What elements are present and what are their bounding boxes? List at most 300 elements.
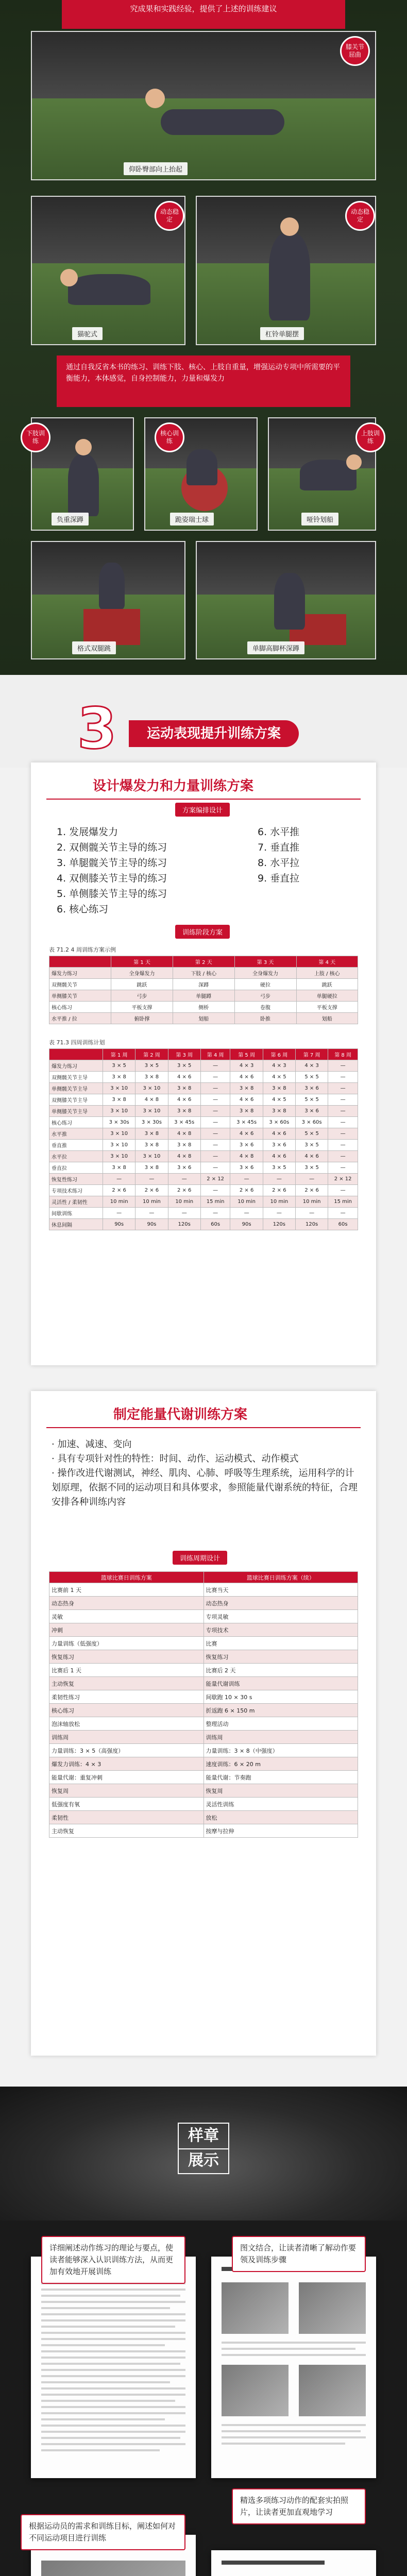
callout-needs: 根据运动员的需求和训练目标，阐述如何对不同运动项目进行训练 <box>21 2514 185 2550</box>
table-cell: — <box>200 1117 230 1128</box>
table-row <box>49 1597 358 1610</box>
table-cell: 3 × 5 <box>295 1162 328 1174</box>
sample-title-line2: 展示 <box>179 2148 228 2172</box>
section-number: 3 <box>77 696 117 761</box>
table2-head-0 <box>49 1049 103 1060</box>
table-cell: 3 × 10 <box>135 1106 168 1117</box>
table-cell: — <box>328 1117 358 1128</box>
table-cell: 4 × 5 <box>263 1072 295 1083</box>
table-cell: — <box>295 1174 328 1185</box>
table-cell: 上肢 / 核心 <box>296 968 358 979</box>
table-cell: 单腿蹲 <box>173 990 234 1002</box>
table-cell: 专项灵敏 <box>204 1610 358 1623</box>
plan1-title: 设计爆发力和力量训练方案 <box>93 778 254 794</box>
plan1-item-1: 1. 发展爆发力 <box>57 826 118 838</box>
table-cell: 侧桥 <box>173 1002 234 1013</box>
table-cell: 3 × 5 <box>103 1060 135 1072</box>
table-cell: — <box>200 1151 230 1162</box>
table-cell: 15 min <box>328 1196 358 1208</box>
caption-swiss-ball: 跪姿瑞士球 <box>170 513 214 526</box>
table-cell: 训练周 <box>204 1731 358 1744</box>
table-cell: 4 × 6 <box>168 1072 200 1083</box>
caption-cat-camel: 猫驼式 <box>72 327 103 340</box>
table-cell: 力量训练：3 × 8（中强度） <box>204 1744 358 1757</box>
table-cell: 5 × 5 <box>295 1128 328 1140</box>
table-cell: 120s <box>168 1219 200 1230</box>
table-cell: 2 × 6 <box>103 1185 135 1196</box>
table-row <box>49 1811 358 1824</box>
table-cell: 2 × 6 <box>263 1185 295 1196</box>
table1-subtitle: 训练阶段方案 <box>175 925 230 939</box>
table1-head-1: 第 1 天 <box>111 956 173 968</box>
table-cell: 平板支撑 <box>296 1002 358 1013</box>
table-row <box>49 1731 358 1744</box>
table-cell: 3 × 6 <box>295 1083 328 1094</box>
table2-head-7: 第 7 周 <box>295 1049 328 1060</box>
table-row <box>49 1140 358 1151</box>
table-cell: 垂直拉 <box>49 1162 103 1174</box>
table-cell: 卧推 <box>234 1013 296 1024</box>
table-row <box>49 1798 358 1811</box>
table-cell: 4 × 8 <box>135 1094 168 1106</box>
sample-title-line1: 样章 <box>188 2127 219 2145</box>
table-cell: 灵活性训练 <box>204 1798 358 1811</box>
badge-knee-flexion: 膝关节屈曲 <box>340 36 370 66</box>
table-row <box>49 1690 358 1704</box>
caption-goblet-squat: 单脚高脚杯深蹲 <box>247 641 304 654</box>
table-cell: 3 × 10 <box>135 1151 168 1162</box>
table-cell: 跳跃 <box>296 979 358 990</box>
table-cell: 核心练习 <box>49 1002 111 1013</box>
table-row <box>49 1151 358 1162</box>
table2-head-2: 第 2 周 <box>135 1049 168 1060</box>
table-row <box>49 1784 358 1798</box>
table-cell: 动态热身 <box>204 1597 358 1610</box>
sample-page-2 <box>211 2257 376 2478</box>
table-row <box>49 1824 358 1838</box>
table-cell: 速度训练：6 × 20 m <box>204 1757 358 1771</box>
plan1-subtitle: 方案编排设计 <box>175 803 230 817</box>
caption-dumbbell-row: 哑铃划船 <box>301 513 338 526</box>
table-cell: 硬拉 <box>234 979 296 990</box>
table-cell: 比赛后 2 天 <box>204 1664 358 1677</box>
sample-title-box <box>178 2123 229 2174</box>
table-cell: 折返跑 6 × 150 m <box>204 1704 358 1717</box>
table-cell: 4 × 3 <box>295 1060 328 1072</box>
table-cell: 俯卧撑 <box>111 1013 173 1024</box>
table-cell: 4 × 6 <box>230 1094 263 1106</box>
table2-label: 表 71.3 四周训练计划 <box>49 1039 105 1046</box>
table-cell: 4 × 3 <box>263 1060 295 1072</box>
table-cell: 4 × 5 <box>263 1094 295 1106</box>
photo-glute-bridge <box>31 31 376 180</box>
table-cell: — <box>328 1151 358 1162</box>
table-cell: 比赛前 1 天 <box>49 1583 204 1597</box>
table-cell: — <box>135 1208 168 1219</box>
table2-head-4: 第 4 周 <box>200 1049 230 1060</box>
table-cell: 能量代谢：重复冲刺 <box>49 1771 204 1784</box>
table-cell: 垂直推 <box>49 1140 103 1151</box>
table-cell: 90s <box>230 1219 263 1230</box>
table-cell: 休息间隔 <box>49 1219 103 1230</box>
table-cell: — <box>328 1072 358 1083</box>
badge-core: 核心训练 <box>155 422 184 452</box>
table-cell: 3 × 8 <box>103 1094 135 1106</box>
table-cell: 3 × 5 <box>263 1162 295 1174</box>
table-cell: — <box>200 1083 230 1094</box>
table-cell: 3 × 5 <box>135 1060 168 1072</box>
table-cell: 双侧膝关节主导 <box>49 1094 103 1106</box>
table-cell: 专项技术练习 <box>49 1185 103 1196</box>
table-cell: 3 × 6 <box>295 1106 328 1117</box>
caption-squat: 负重深蹲 <box>52 513 89 526</box>
plan1-item-3: 3. 单腿髋关节主导的练习 <box>57 857 167 869</box>
table-cell: 力量训练：3 × 5（高强度） <box>49 1744 204 1757</box>
table-row <box>49 1677 358 1690</box>
table-cell: 比赛后 1 天 <box>49 1664 204 1677</box>
table1-label: 表 71.2 4 周训练方案示例 <box>49 946 116 953</box>
table-cell: — <box>200 1162 230 1174</box>
table-cell: 10 min <box>135 1196 168 1208</box>
table-cell: — <box>168 1174 200 1185</box>
table-cell: 3 × 8 <box>103 1072 135 1083</box>
table-cell: 3 × 10 <box>103 1151 135 1162</box>
table-cell: 3 × 30s <box>103 1117 135 1128</box>
table-cell: 双侧髋关节主导 <box>49 1072 103 1083</box>
table-cell: — <box>135 1174 168 1185</box>
caption-box-jump: 格式双腿跳 <box>72 641 116 654</box>
table-cell: — <box>230 1174 263 1185</box>
table-cell: 水平推 <box>49 1128 103 1140</box>
table-cell: 5 × 5 <box>295 1072 328 1083</box>
table-cell: 3 × 8 <box>103 1162 135 1174</box>
table3-head-0: 篮球比赛日训练方案 <box>49 1572 204 1583</box>
table-cell: 3 × 6 <box>230 1162 263 1174</box>
table-cell: 灵敏 <box>49 1610 204 1623</box>
table-row <box>49 1106 358 1117</box>
table-cell: 4 × 6 <box>295 1151 328 1162</box>
table-cell: 3 × 8 <box>135 1140 168 1151</box>
table-cell: 单腿硬拉 <box>296 990 358 1002</box>
table-cell: 3 × 30s <box>135 1117 168 1128</box>
table-cell: 恢复周 <box>204 1784 358 1798</box>
intro-red-box: 通过自我反省本书的练习、训练下肢、核心、上肢自重量，增强运动专项中所需要的平衡能力，本体感觉，自身控制能力，力量和爆发力 <box>57 355 350 407</box>
table-cell: — <box>328 1083 358 1094</box>
plan1-item-6: 6. 核心练习 <box>57 904 109 915</box>
table-cell: 专项技术 <box>204 1623 358 1637</box>
table2-head-6: 第 6 周 <box>263 1049 295 1060</box>
badge-dynamic-stability-2: 动态稳定 <box>345 201 375 231</box>
table-cell: 2 × 12 <box>200 1174 230 1185</box>
table-cell: 3 × 60s <box>295 1117 328 1128</box>
caption-glute-bridge: 仰卧臀部向上抬起 <box>124 162 188 175</box>
table-row <box>49 1208 358 1219</box>
plan2-title: 制定能量代谢训练方案 <box>113 1407 248 1422</box>
plan2-table-subtitle: 训练周期设计 <box>173 1551 227 1565</box>
table-cell: 4 × 8 <box>230 1151 263 1162</box>
plan1-divider <box>46 799 361 800</box>
table-row <box>49 1650 358 1664</box>
table-cell: 3 × 5 <box>295 1140 328 1151</box>
table-cell: 3 × 8 <box>168 1083 200 1094</box>
table-cell: 柔韧性 <box>49 1811 204 1824</box>
table-cell: 能量代谢训练 <box>204 1677 358 1690</box>
plan1-item-7: 6. 水平推 <box>258 826 300 838</box>
table-cell: 比赛 <box>204 1637 358 1650</box>
table-cell: 3 × 8 <box>230 1106 263 1117</box>
table-cell: 4 × 6 <box>230 1128 263 1140</box>
table-cell: 3 × 5 <box>168 1060 200 1072</box>
table-cell: 3 × 10 <box>103 1128 135 1140</box>
table1-head-2: 第 2 天 <box>173 956 234 968</box>
table-cell: — <box>200 1208 230 1219</box>
table-cell: 冲刺 <box>49 1623 204 1637</box>
table-cell: — <box>200 1185 230 1196</box>
plan1-item-10: 9. 垂直拉 <box>258 873 300 884</box>
table-cell: 3 × 45s <box>168 1117 200 1128</box>
table-cell: — <box>328 1094 358 1106</box>
badge-dynamic-stability-1: 动态稳定 <box>155 201 184 231</box>
table-cell: 恢复练习 <box>204 1650 358 1664</box>
table-cell: 水平拉 <box>49 1151 103 1162</box>
table-cell: 90s <box>103 1219 135 1230</box>
table-cell: 3 × 6 <box>230 1140 263 1151</box>
table-cell: 3 × 10 <box>135 1083 168 1094</box>
table-cell: 10 min <box>295 1196 328 1208</box>
plan1-item-9: 8. 水平拉 <box>258 857 300 869</box>
table-cell: 能量代谢：节奏跑 <box>204 1771 358 1784</box>
table-row <box>49 1072 358 1083</box>
table-cell: — <box>263 1174 295 1185</box>
table-cell: 15 min <box>200 1196 230 1208</box>
table-cell: 放松 <box>204 1811 358 1824</box>
table-row <box>49 1637 358 1650</box>
table-cell: 60s <box>328 1219 358 1230</box>
caption-barbell-single-leg: 杠铃单腿摆 <box>260 327 304 340</box>
table-cell: 2 × 6 <box>230 1185 263 1196</box>
table-cell: 间歇跑 10 × 30 s <box>204 1690 358 1704</box>
table-cell: 4 × 8 <box>168 1128 200 1140</box>
table-row <box>49 1117 358 1128</box>
table-cell: 4 × 6 <box>263 1151 295 1162</box>
table-cell: 3 × 60s <box>263 1117 295 1128</box>
table-cell: — <box>263 1208 295 1219</box>
table-cell: — <box>295 1208 328 1219</box>
table-cell: 动态热身 <box>49 1597 204 1610</box>
table-cell: 单侧膝关节 <box>49 990 111 1002</box>
sample-page-4 <box>211 2550 376 2576</box>
table-cell: — <box>103 1208 135 1219</box>
table-cell: — <box>328 1106 358 1117</box>
table-cell: 弓步 <box>234 990 296 1002</box>
table-row <box>49 1196 358 1208</box>
table-cell: 3 × 8 <box>263 1106 295 1117</box>
table-cell: — <box>200 1060 230 1072</box>
table-cell: — <box>200 1106 230 1117</box>
table-cell: — <box>103 1174 135 1185</box>
table2-head-8: 第 8 周 <box>328 1049 358 1060</box>
table-cell: 下肢 / 核心 <box>173 968 234 979</box>
table-row <box>49 1185 358 1196</box>
table-cell: — <box>200 1072 230 1083</box>
table-row <box>49 1757 358 1771</box>
table-cell: 2 × 6 <box>135 1185 168 1196</box>
table-cell: — <box>328 1128 358 1140</box>
plan2-paragraph: · 加速、减速、变向 · 具有专项针对性的特性：时间、动作、运动模式、动作模式 · 操作改进代谢测试，神经、肌肉、心肺、呼吸等生理系统，运用科学的计划原理，依据不同的运动项目和具体要求，参照能量代谢系统的特征，合理安排各种训练内容 <box>52 1439 358 1507</box>
table-cell: 10 min <box>230 1196 263 1208</box>
table1-head-0 <box>49 956 111 968</box>
table-cell: 核心练习 <box>49 1704 204 1717</box>
table-cell: 主动恢复 <box>49 1824 204 1838</box>
table-cell: 3 × 8 <box>135 1162 168 1174</box>
table-cell: 按摩与拉伸 <box>204 1824 358 1838</box>
table2-head-3: 第 3 周 <box>168 1049 200 1060</box>
table-cell: — <box>328 1162 358 1174</box>
table-cell: 60s <box>200 1219 230 1230</box>
table-cell: 深蹲 <box>173 979 234 990</box>
table-cell: — <box>328 1185 358 1196</box>
table-cell: 单侧膝关节主导 <box>49 1106 103 1117</box>
table-cell: 恢复练习 <box>49 1650 204 1664</box>
plan1-item-8: 7. 垂直推 <box>258 842 300 853</box>
table-basketball-plan <box>49 1571 358 1838</box>
table-cell: 卷腹 <box>234 1002 296 1013</box>
table-cell: — <box>200 1128 230 1140</box>
table-cell: 5 × 5 <box>295 1094 328 1106</box>
table2-head-1: 第 1 周 <box>103 1049 135 1060</box>
table-cell: 平板支撑 <box>111 1002 173 1013</box>
top-banner: 究成果和实践经验，提供了上述的训练建议 <box>62 0 345 29</box>
table-cell: 3 × 45s <box>230 1117 263 1128</box>
table1-head-4: 第 4 天 <box>296 956 358 968</box>
table-cell: 划船 <box>296 1013 358 1024</box>
table-cell: 4 × 6 <box>230 1072 263 1083</box>
table-cell: 低强度有氧 <box>49 1798 204 1811</box>
table-row <box>49 1704 358 1717</box>
table-cell: 3 × 8 <box>168 1106 200 1117</box>
callout-theory: 详细阐述动作练习的理论与要点，使读者能够深入认识训练方法，从而更加有效地开展训练 <box>41 2236 185 2284</box>
table-row <box>49 1744 358 1757</box>
table-cell: 恢复性练习 <box>49 1174 103 1185</box>
table-row <box>49 1623 358 1637</box>
table-cell: 4 × 6 <box>263 1128 295 1140</box>
table-4-week-plan <box>49 956 358 1024</box>
table-cell: 爆发力练习 <box>49 968 111 979</box>
table-cell: 4 × 3 <box>230 1060 263 1072</box>
plan2-divider <box>46 1427 361 1428</box>
table-cell: 间歇训练 <box>49 1208 103 1219</box>
table-cell: 3 × 8 <box>135 1072 168 1083</box>
table-row <box>49 1174 358 1185</box>
table-cell: 灵活性 / 柔韧性 <box>49 1196 103 1208</box>
table-cell: 跳跃 <box>111 979 173 990</box>
table-row <box>49 1094 358 1106</box>
table-row <box>49 1219 358 1230</box>
table-8-week-plan <box>49 1048 358 1230</box>
table-cell: 3 × 6 <box>263 1140 295 1151</box>
table-cell: 训练周 <box>49 1731 204 1744</box>
table-cell: — <box>230 1208 263 1219</box>
table-row <box>49 1083 358 1094</box>
table-row <box>49 1060 358 1072</box>
table-row <box>49 1610 358 1623</box>
table-cell: — <box>168 1208 200 1219</box>
table-cell: 4 × 6 <box>168 1094 200 1106</box>
table-cell: 全身爆发力 <box>111 968 173 979</box>
sample-page-1 <box>31 2257 196 2478</box>
table-cell: 单侧髋关节主导 <box>49 1083 103 1094</box>
table-cell: — <box>328 1060 358 1072</box>
table-cell: 3 × 8 <box>135 1128 168 1140</box>
table-cell: 10 min <box>168 1196 200 1208</box>
table-cell: 全身爆发力 <box>234 968 296 979</box>
table3-head-1: 篮球比赛日训练方案（续） <box>204 1572 358 1583</box>
table-row <box>49 1128 358 1140</box>
table-cell: 水平推 / 拉 <box>49 1013 111 1024</box>
table-row <box>49 1583 358 1597</box>
table-cell: 120s <box>295 1219 328 1230</box>
table-cell: 3 × 8 <box>263 1083 295 1094</box>
table-cell: 比赛当天 <box>204 1583 358 1597</box>
table-cell: 3 × 8 <box>168 1140 200 1151</box>
table-cell: 柔韧性练习 <box>49 1690 204 1704</box>
table-row <box>49 1717 358 1731</box>
table-cell: — <box>200 1140 230 1151</box>
table-cell: 力量训练（低强度） <box>49 1637 204 1650</box>
callout-diagram: 图文结合，让读者清晰了解动作要领及训练步骤 <box>232 2236 366 2272</box>
table-cell: 整理活动 <box>204 1717 358 1731</box>
plan1-item-5: 5. 单侧膝关节主导的练习 <box>57 888 167 900</box>
badge-upper-body: 上肢训练 <box>355 422 385 452</box>
table-cell: 3 × 10 <box>103 1106 135 1117</box>
badge-lower-body: 下肢训练 <box>21 422 50 452</box>
table-cell: 4 × 8 <box>168 1151 200 1162</box>
table-cell: 恢复周 <box>49 1784 204 1798</box>
table-cell: 10 min <box>263 1196 295 1208</box>
table-cell: — <box>328 1140 358 1151</box>
table-cell: 划船 <box>173 1013 234 1024</box>
table1-head-3: 第 3 天 <box>234 956 296 968</box>
table-cell: 双侧髋关节 <box>49 979 111 990</box>
table-cell: 120s <box>263 1219 295 1230</box>
table-cell: 爆发力练习 <box>49 1060 103 1072</box>
table-cell: 3 × 10 <box>103 1140 135 1151</box>
table-row <box>49 1664 358 1677</box>
table-cell: 2 × 6 <box>168 1185 200 1196</box>
table-cell: 3 × 8 <box>230 1083 263 1094</box>
table-cell: — <box>200 1094 230 1106</box>
section-title: 运动表现提升训练方案 <box>129 720 299 747</box>
table-cell: 主动恢复 <box>49 1677 204 1690</box>
table-row <box>49 1162 358 1174</box>
table-cell: 2 × 6 <box>295 1185 328 1196</box>
table-cell: 90s <box>135 1219 168 1230</box>
table-row <box>49 1771 358 1784</box>
plan1-item-2: 2. 双侧髋关节主导的练习 <box>57 842 167 853</box>
table2-head-5: 第 5 周 <box>230 1049 263 1060</box>
table-cell: 2 × 12 <box>328 1174 358 1185</box>
plan1-item-4: 4. 双侧膝关节主导的练习 <box>57 873 167 884</box>
table-cell: 爆发力训练：4 × 3 <box>49 1757 204 1771</box>
table-cell: 10 min <box>103 1196 135 1208</box>
table-cell: 泡沫轴放松 <box>49 1717 204 1731</box>
table-cell: 3 × 10 <box>103 1083 135 1094</box>
table-cell: 3 × 6 <box>168 1162 200 1174</box>
callout-photos: 精选多项练习动作的配套实拍照片，让读者更加直观地学习 <box>232 2488 366 2524</box>
table-cell: 弓步 <box>111 990 173 1002</box>
table-cell: — <box>328 1208 358 1219</box>
table-cell: 核心练习 <box>49 1117 103 1128</box>
